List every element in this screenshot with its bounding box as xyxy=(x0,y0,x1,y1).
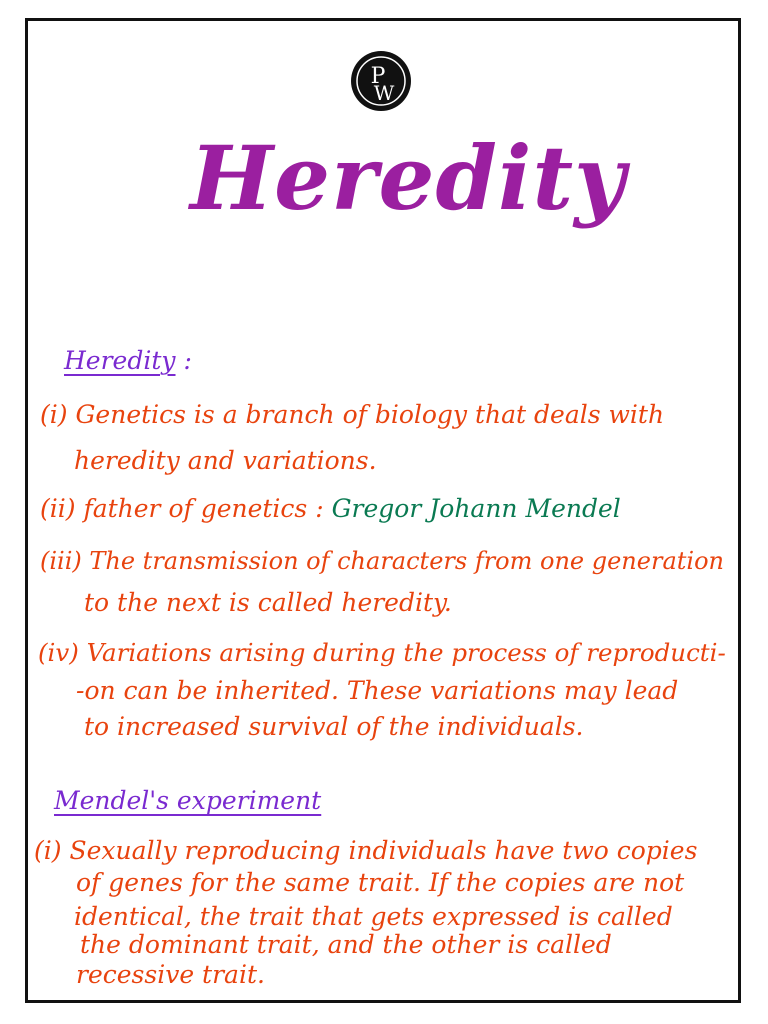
note-line-1: (i) Genetics is a branch of biology that deals with xyxy=(40,400,665,429)
logo-letter-w: W xyxy=(373,81,395,105)
note-line-6: (iv) Variations arising during the process of reproducti- xyxy=(38,638,726,667)
note-line-12: the dominant trait, and the other is called xyxy=(80,930,612,959)
note-line-10: of genes for the same trait. If the copies are not xyxy=(76,868,685,897)
father-name: Gregor Johann Mendel xyxy=(331,494,621,523)
heading-text: Heredity xyxy=(64,346,176,375)
note-line-5: to the next is called heredity. xyxy=(84,588,452,617)
note-line-7: -on can be inherited. These variations may lead xyxy=(76,676,679,705)
pw-logo-icon xyxy=(350,50,412,112)
logo-letter-p: P xyxy=(370,64,386,89)
page-title: Heredity xyxy=(190,126,627,230)
note-line-4: (iii) The transmission of characters from one generation xyxy=(40,547,724,575)
note-line-11: identical, the trait that gets expressed is called xyxy=(74,902,673,931)
note-line-8: to increased survival of the individuals. xyxy=(84,712,584,741)
section-heading-heredity xyxy=(64,346,192,376)
heading-colon: : xyxy=(183,346,192,375)
father-label: (ii) father of genetics : xyxy=(40,494,332,523)
section-heading-mendel xyxy=(54,786,321,816)
note-line-13: recessive trait. xyxy=(76,960,265,989)
note-line-3 xyxy=(40,494,621,524)
note-line-2: heredity and variations. xyxy=(74,446,377,475)
heading-text: Mendel's experiment xyxy=(54,786,322,815)
note-line-9: (i) Sexually reproducing individuals have two copies xyxy=(34,836,698,865)
